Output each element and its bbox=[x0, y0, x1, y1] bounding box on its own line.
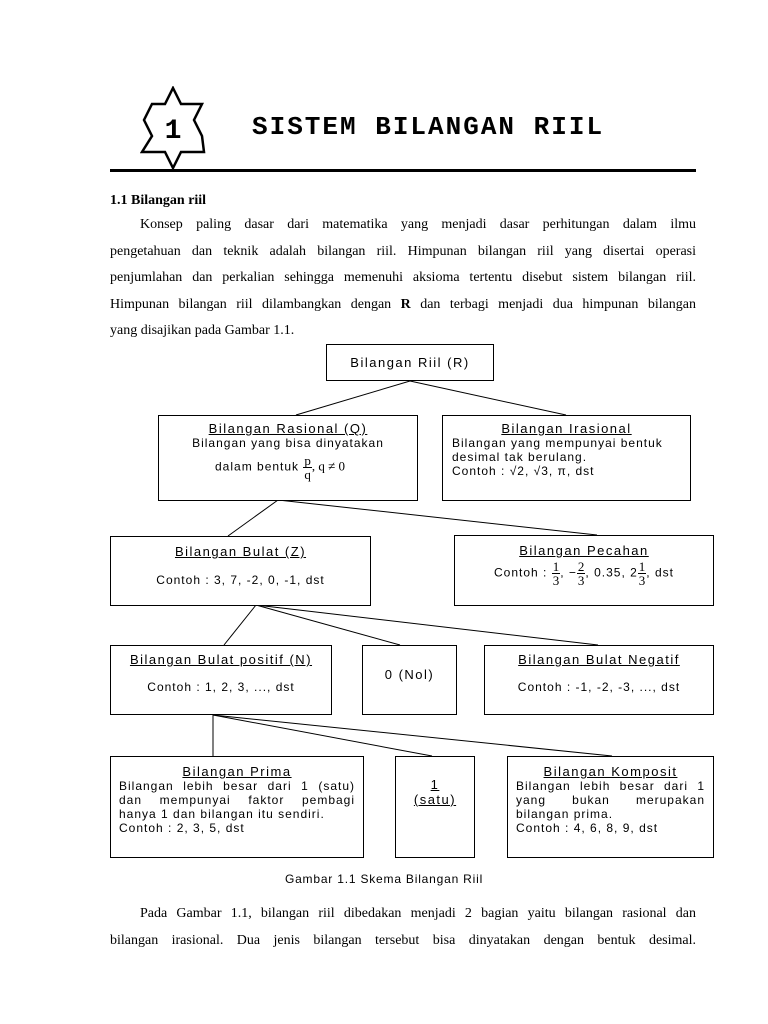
pecahan-example-row bbox=[455, 560, 713, 587]
rasional-title: Bilangan Rasional (Q) bbox=[208, 421, 368, 436]
pecahan-suffix: , dst bbox=[646, 565, 674, 580]
fraction-1-3 bbox=[552, 560, 561, 587]
intro-line-2: pengetahuan dan teknik adalah bilangan riil. Himpunan bilangan riil yang disertai operasi bbox=[110, 243, 696, 259]
box-bilangan-bulat bbox=[110, 536, 371, 606]
irasional-desc-2: desimal tak berulang. bbox=[452, 450, 588, 464]
f2-num: 2 bbox=[577, 559, 585, 574]
intro-line-4 bbox=[110, 292, 696, 319]
closing-line-1: Pada Gambar 1.1, bilangan riil dibedakan menjadi 2 bagian yaitu bilangan rasional dan bbox=[140, 906, 696, 921]
chapter-title: SISTEM BILANGAN RIIL bbox=[252, 112, 605, 142]
fraction-p-over-q bbox=[303, 454, 312, 481]
frac-numerator: p bbox=[304, 453, 311, 468]
prima-title: Bilangan Prima bbox=[182, 764, 292, 779]
komposit-line-1: Bilangan lebih besar dari 1 bbox=[516, 779, 705, 793]
f3-den: 3 bbox=[638, 573, 646, 588]
prima-line-4: Contoh : 2, 3, 5, dst bbox=[119, 821, 245, 835]
box-bilangan-rasional bbox=[158, 415, 418, 501]
komposit-line-2: yang bukan merupakan bbox=[516, 793, 705, 807]
komposit-line-3: bilangan prima. bbox=[516, 807, 614, 821]
box-satu bbox=[395, 756, 475, 858]
frac-denominator: q bbox=[304, 467, 311, 482]
nol-title: 0 (Nol) bbox=[384, 667, 435, 682]
box-bilangan-komposit bbox=[507, 756, 714, 858]
section-heading: 1.1 Bilangan riil bbox=[110, 193, 207, 208]
positif-example: Contoh : 1, 2, 3, ..., dst bbox=[147, 680, 295, 694]
satu-label: (satu) bbox=[413, 792, 457, 807]
box-bilangan-pecahan bbox=[454, 535, 714, 606]
intro-line-5: yang disajikan pada Gambar 1.1. bbox=[110, 323, 295, 338]
box-bilangan-prima bbox=[110, 756, 364, 858]
negatif-title: Bilangan Bulat Negatif bbox=[518, 652, 680, 667]
box-bilangan-riil bbox=[326, 344, 494, 381]
komposit-title: Bilangan Komposit bbox=[543, 764, 678, 779]
bulat-example: Contoh : 3, 7, -2, 0, -1, dst bbox=[156, 573, 325, 587]
rasional-desc-1: Bilangan yang bisa dinyatakan bbox=[192, 436, 384, 450]
box-bulat-negatif bbox=[484, 645, 714, 715]
rasional-condition: , q ≠ 0 bbox=[311, 458, 346, 474]
prima-line-3: hanya 1 dan bilangan itu sendiri. bbox=[119, 807, 325, 821]
pecahan-title: Bilangan Pecahan bbox=[519, 543, 649, 558]
negatif-example: Contoh : -1, -2, -3, ..., dst bbox=[517, 680, 681, 694]
irasional-title: Bilangan Irasional bbox=[501, 421, 632, 436]
box-bilangan-irasional bbox=[442, 415, 691, 501]
positif-title: Bilangan Bulat positif (N) bbox=[129, 652, 313, 667]
chapter-number: 1 bbox=[164, 116, 182, 147]
irasional-example: Contoh : √2, √3, π, dst bbox=[452, 464, 595, 478]
riil-title: Bilangan Riil (R) bbox=[350, 355, 470, 370]
prima-line-2: dan mempunyai faktor pembagi bbox=[119, 793, 355, 807]
f2-den: 3 bbox=[577, 573, 585, 588]
prima-line-1: Bilangan lebih besar dari 1 (satu) bbox=[119, 779, 355, 793]
intro-line-1: Konsep paling dasar dari matematika yang menjadi dasar perhitungan dalam ilmu bbox=[140, 217, 696, 232]
box-bulat-positif bbox=[110, 645, 332, 715]
box-nol bbox=[362, 645, 457, 715]
real-set-symbol: R bbox=[400, 296, 411, 312]
figure-caption: Gambar 1.1 Skema Bilangan Riil bbox=[284, 872, 484, 886]
f1-num: 1 bbox=[552, 559, 560, 574]
irasional-desc-1: Bilangan yang mempunyai bentuk bbox=[452, 436, 663, 450]
intro-line-3: penjumlahan dan perkalian sehingga memenuhi aksioma tertentu disebut sistem bilangan riil. bbox=[110, 270, 696, 285]
pecahan-mid: , 0.35, 2 bbox=[585, 565, 638, 580]
pecahan-prefix: Contoh : bbox=[494, 565, 548, 580]
pecahan-sep1: , − bbox=[560, 565, 577, 580]
intro-line-4b: dan terbagi menjadi dua himpunan bilangan bbox=[420, 296, 697, 312]
bulat-title: Bilangan Bulat (Z) bbox=[174, 544, 307, 559]
header-rule bbox=[110, 169, 696, 172]
closing-line-2: bilangan irasional. Dua jenis bilangan tersebut bisa dinyatakan dengan bentuk desimal. bbox=[110, 932, 696, 948]
komposit-line-4: Contoh : 4, 6, 8, 9, dst bbox=[516, 821, 659, 835]
intro-line-4a: Himpunan bilangan riil dilambangkan dengan bbox=[110, 296, 392, 312]
f3-num: 1 bbox=[638, 559, 646, 574]
f1-den: 3 bbox=[552, 573, 560, 588]
rasional-desc-2: dalam bentuk bbox=[215, 459, 300, 474]
rasional-desc-2-row bbox=[159, 454, 417, 481]
closing-paragraph bbox=[110, 901, 696, 954]
intro-paragraph bbox=[110, 212, 696, 345]
chapter-number-star-icon bbox=[140, 86, 206, 170]
satu-number: 1 bbox=[430, 777, 440, 792]
